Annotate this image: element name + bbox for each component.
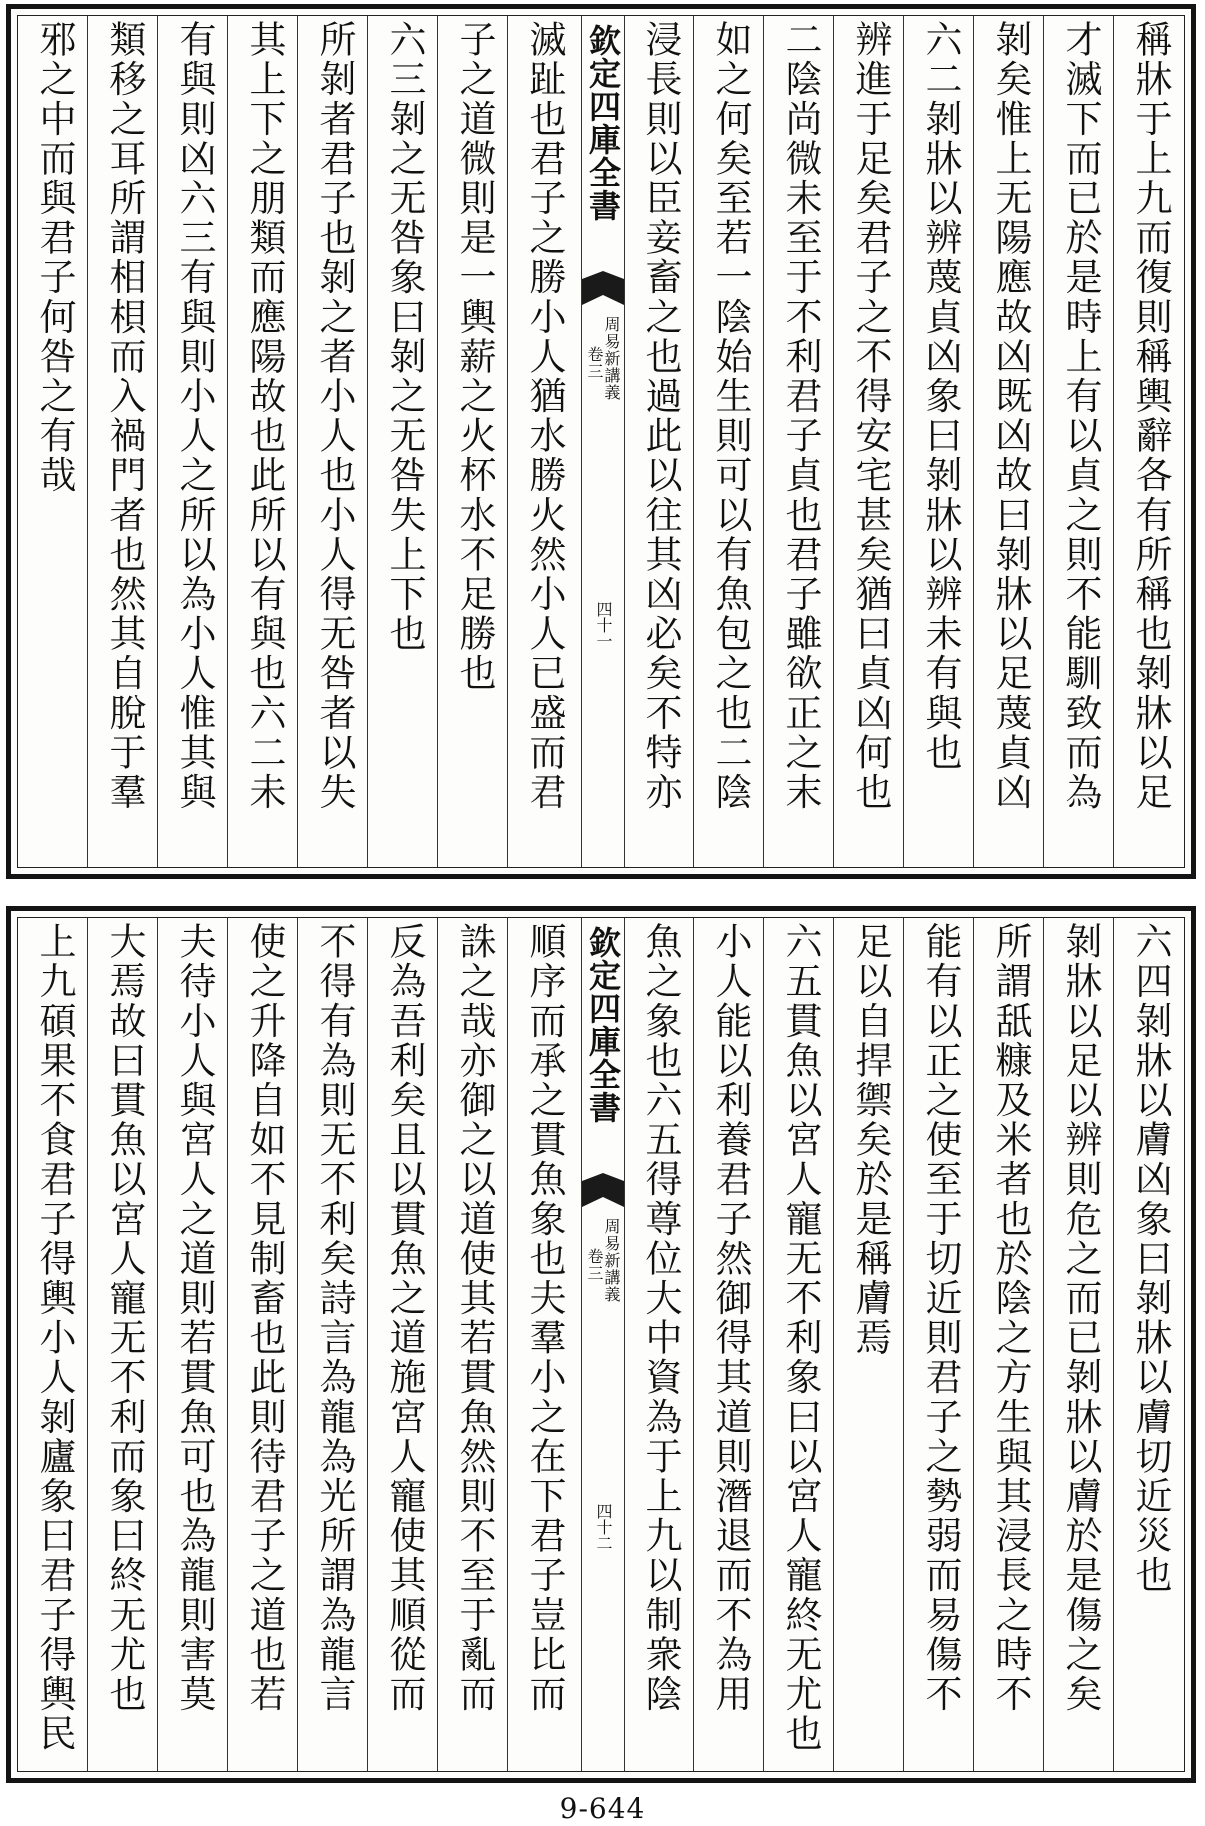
page-number: 9-644 [559, 1792, 646, 1825]
bottom-text-column-2: 剝牀以足以辨則危之而已剝牀以膚於是傷之矣 [1059, 922, 1102, 1714]
bottom-running-title: 欽定四庫全書 [584, 926, 622, 1124]
top-text-column-4: 六二剝牀以辨蔑貞凶象曰剝牀以辨未有與也 [919, 20, 962, 773]
bottom-text-column-3: 所謂舐糠及米者也於陰之方生與其浸長之時不 [989, 922, 1032, 1714]
bottom-text-column-7: 小人能以利養君子然御得其道則潛退而不為用 [709, 922, 752, 1714]
bottom-text-column-15: 大焉故曰貫魚以宮人寵无不利而象曰終无尤也 [103, 922, 146, 1714]
top-page-frame [17, 15, 1185, 868]
fish-tail-ornament-icon [582, 271, 624, 305]
top-text-column-1: 稱牀于上九而復則稱輿辭各有所稱也剝牀以足 [1129, 20, 1172, 812]
top-text-column-16: 邪之中而與君子何咎之有哉 [33, 20, 76, 496]
bottom-page-frame [17, 917, 1185, 1772]
top-text-column-3: 剝矣惟上无陽應故凶既凶故曰剝牀以足蔑貞凶 [989, 20, 1032, 812]
top-text-column-5: 辨進于足矣君子之不得安宅甚矣猶曰貞凶何也 [849, 20, 892, 812]
top-folio: 四十一 [594, 601, 613, 649]
top-text-column-6: 二陰尚微未至于不利君子貞也君子雖欲正之末 [779, 20, 822, 812]
top-text-column-9: 滅趾也君子之勝小人猶水勝火然小人已盛而君 [523, 20, 566, 812]
bottom-text-column-16: 上九碩果不食君子得輿小人剝廬象曰君子得輿民 [33, 922, 76, 1754]
top-text-column-10: 子之道微則是一輿薪之火杯水不足勝也 [453, 20, 496, 694]
top-text-column-15: 類移之耳所謂相梖而入禍門者也然其自脫于羣 [103, 20, 146, 812]
top-text-column-14: 有與則凶六三有與則小人之所以為小人惟其與 [173, 20, 216, 812]
top-center-band [581, 16, 625, 867]
bottom-text-column-12: 不得有為則无不利矣詩言為龍為光所謂為龍言 [313, 922, 356, 1714]
bottom-folio: 四十二 [594, 1503, 613, 1551]
bottom-text-column-14: 夫待小人與宮人之道則若貫魚可也為龍則害莫 [173, 922, 216, 1714]
bottom-volume: 卷三 [585, 1248, 604, 1282]
bottom-half-page [6, 906, 1196, 1783]
bottom-text-column-4: 能有以正之使至于切近則君子之勢弱而易傷不 [919, 922, 962, 1714]
top-text-column-13: 其上下之朋類而應陽故也此所以有與也六二未 [243, 20, 286, 812]
top-book-title: 周易新講義 [602, 316, 621, 401]
top-text-column-7: 如之何矣至若一陰始生則可以有魚包之也二陰 [709, 20, 752, 812]
bottom-text-column-13: 使之升降自如不見制畜也此則待君子之道也若 [243, 922, 286, 1714]
top-text-column-2: 才滅下而已於是時上有以貞之則不能馴致而為 [1059, 20, 1102, 812]
top-running-title: 欽定四庫全書 [584, 24, 622, 222]
bottom-text-column-1: 六四剝牀以膚凶象曰剝牀以膚切近災也 [1129, 922, 1172, 1596]
top-volume: 卷三 [585, 346, 604, 380]
top-half-page [6, 4, 1196, 879]
top-text-column-11: 六三剝之无咎象曰剝之无咎失上下也 [383, 20, 426, 654]
top-text-column-8: 浸長則以臣妾畜之也過此以往其凶必矣不特亦 [639, 20, 682, 812]
bottom-book-title: 周易新講義 [602, 1218, 621, 1303]
fish-tail-ornament-icon [582, 1173, 624, 1207]
bottom-center-band [581, 918, 625, 1771]
bottom-text-column-11: 反為吾利矣且以貫魚之道施宮人寵使其順從而 [383, 922, 426, 1714]
bottom-text-column-6: 六五貫魚以宮人寵无不利象曰以宮人寵終无尤也 [779, 922, 822, 1754]
bottom-text-column-9: 順序而承之貫魚象也夫羣小之在下君子豈比而 [523, 922, 566, 1714]
bottom-text-column-8: 魚之象也六五得尊位大中資為于上九以制衆陰 [639, 922, 682, 1714]
bottom-text-column-10: 誅之哉亦御之以道使其若貫魚然則不至于亂而 [453, 922, 496, 1714]
top-text-column-12: 所剝者君子也剝之者小人也小人得无咎者以失 [313, 20, 356, 812]
bottom-text-column-5: 足以自捍禦矣於是稱膚焉 [849, 922, 892, 1358]
